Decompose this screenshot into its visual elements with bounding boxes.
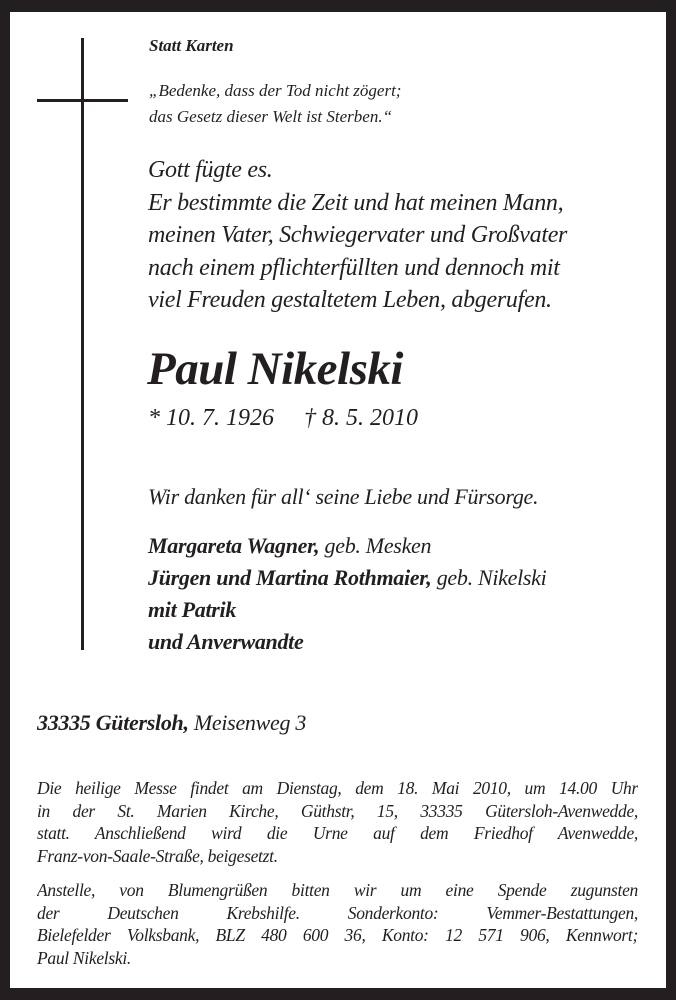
- mass-line: Die heilige Messe findet am Dienstag, dem 18. Mai 2010, um 14.00 Uhr: [37, 778, 638, 798]
- mass-line: in der St. Marien Kirche, Güthstr, 15, 33335 Gütersloh-Avenwedde,: [37, 800, 638, 821]
- cross-icon-vertical: [81, 38, 84, 650]
- mourner-name: mit Patrik: [148, 597, 237, 622]
- thanks-text: Wir danken für all‘ seine Liebe und Fürsorge.: [148, 484, 539, 509]
- mourner-note: geb. Nikelski: [436, 565, 547, 590]
- intro-line: Er bestimmte die Zeit und hat meinen Mann,: [148, 189, 564, 216]
- address: [37, 710, 306, 736]
- mourner: [148, 562, 546, 594]
- obituary-notice: [10, 12, 666, 988]
- mourner: [148, 530, 546, 562]
- donation-info: [37, 879, 638, 969]
- mourners-list: [148, 530, 546, 658]
- donation-line: Bielefelder Volksbank, BLZ 480 600 36, Konto: 12 571 906, Kennwort;: [37, 925, 638, 945]
- intro-line: meinen Vater, Schwiegervater und Großvater: [148, 222, 568, 248]
- intro-line: nach einem pflichterfüllten und dennoch mit: [148, 254, 560, 281]
- intro-line: Gott fügte es.: [148, 157, 273, 183]
- donation-line: Paul Nikelski.: [37, 947, 131, 968]
- mourner-name: Jürgen und Martina Rothmaier,: [148, 565, 432, 590]
- donation-line: Anstelle, von Blumengrüßen bitten wir um eine Spende zugunsten: [37, 880, 638, 900]
- quote: [149, 78, 401, 130]
- mourner-note: geb. Mesken: [324, 533, 432, 558]
- mass-info: [37, 777, 638, 867]
- birth-date: * 10. 7. 1926: [148, 405, 274, 431]
- mourner-name: Margareta Wagner,: [148, 533, 320, 558]
- death-date: † 8. 5. 2010: [304, 405, 418, 431]
- mass-line: statt. Anschließend wird die Urne auf dem Friedhof Avenwedde,: [37, 823, 638, 843]
- header-statt-karten: Statt Karten: [149, 36, 234, 55]
- mourner: [148, 594, 546, 626]
- deceased-name: Paul Nikelski: [147, 343, 403, 395]
- quote-line: das Gesetz dieser Welt ist Sterben.“: [149, 107, 393, 126]
- address-street: Meisenweg 3: [193, 710, 307, 735]
- mass-line: Franz-von-Saale-Straße, beigesetzt.: [37, 845, 278, 866]
- mourner-name: und Anverwandte: [148, 629, 304, 654]
- mourner: [148, 626, 546, 658]
- donation-line: der Deutschen Krebshilfe. Sonderkonto: Vemmer-Bestattungen,: [37, 902, 638, 923]
- intro-text: [148, 154, 567, 317]
- address-city: 33335 Gütersloh,: [37, 710, 189, 735]
- intro-line: viel Freuden gestaltetem Leben, abgerufen.: [148, 287, 552, 313]
- cross-icon-horizontal: [37, 99, 128, 102]
- life-dates: [148, 405, 418, 432]
- quote-line: „Bedenke, dass der Tod nicht zögert;: [149, 81, 402, 100]
